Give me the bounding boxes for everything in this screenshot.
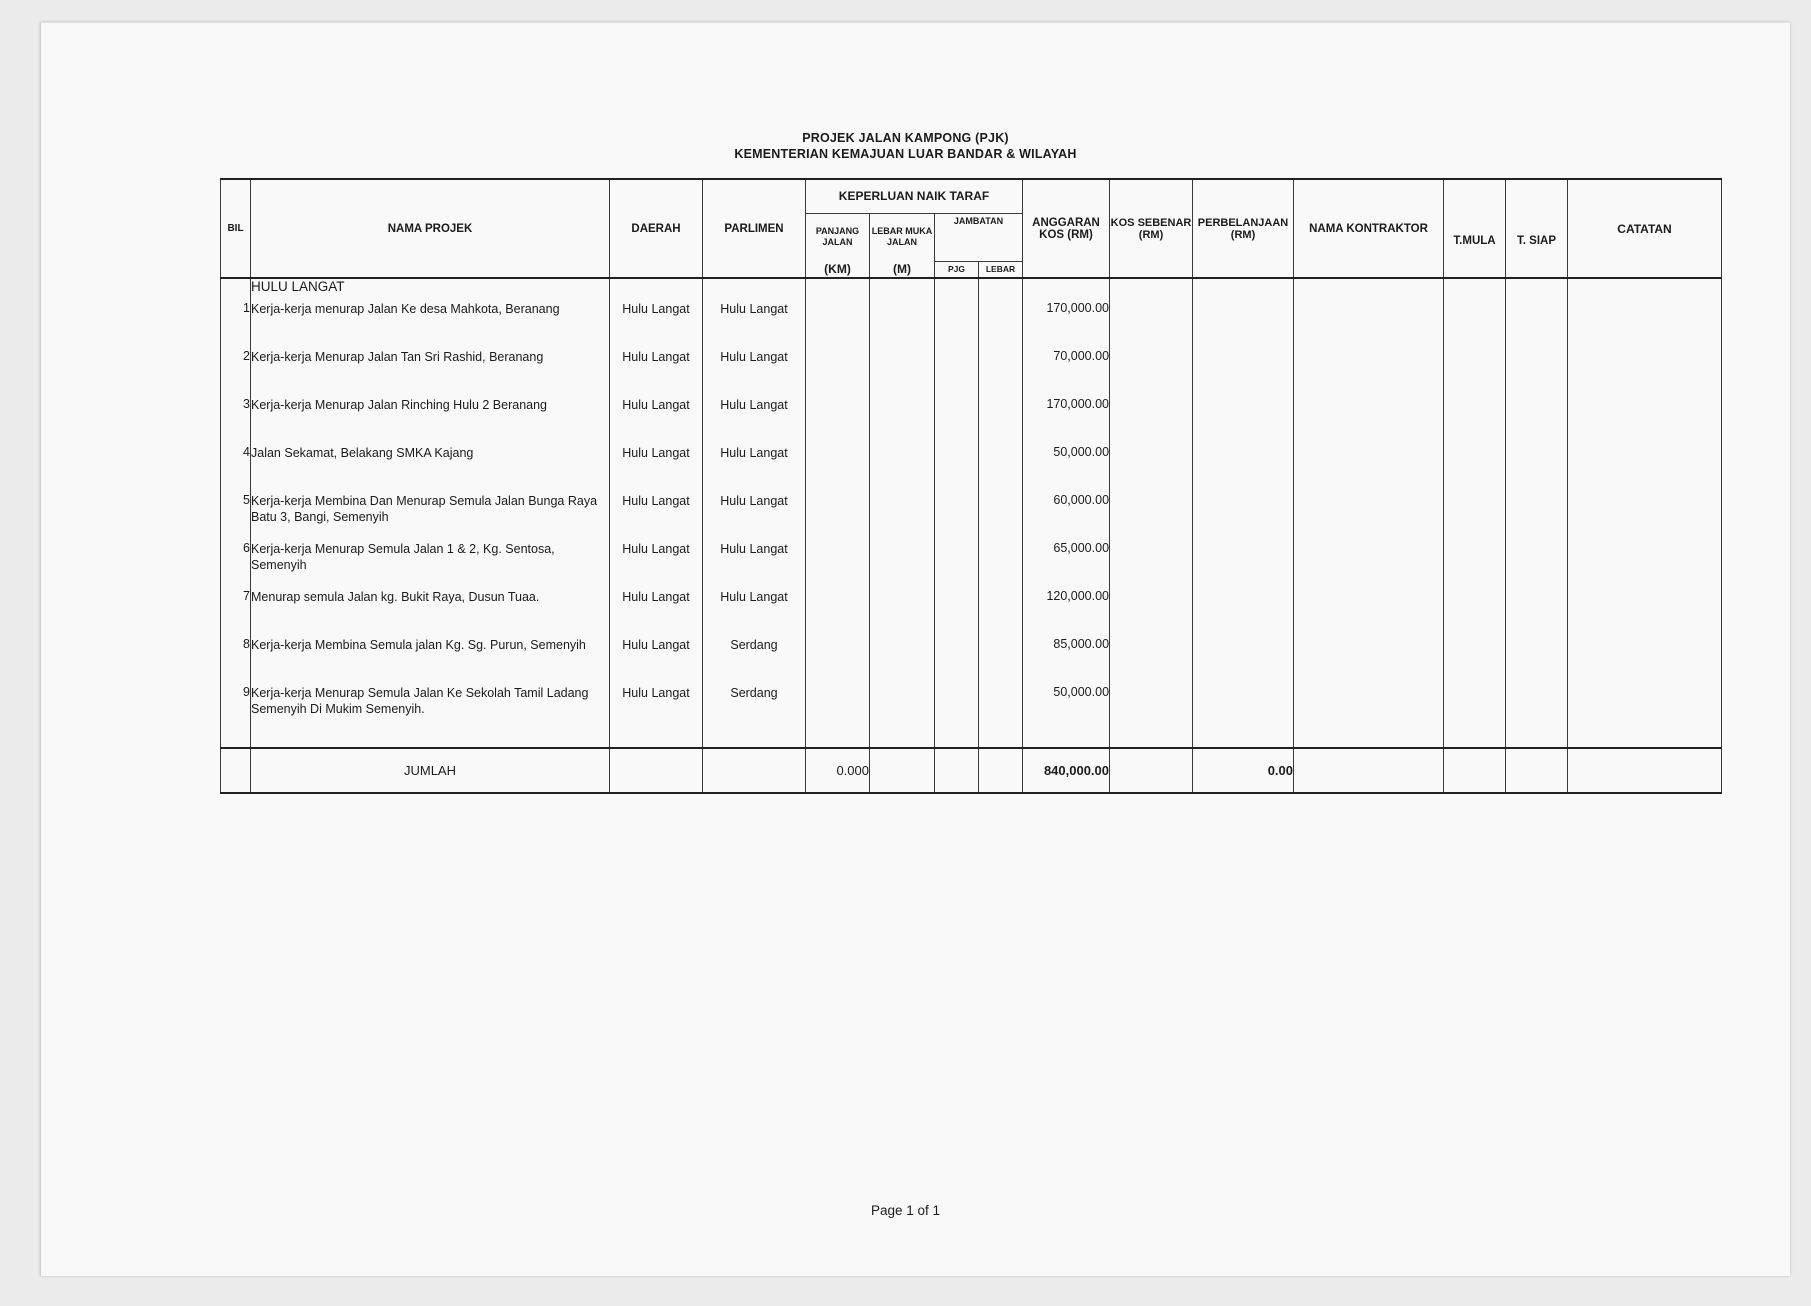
row-bil: 1 bbox=[221, 301, 251, 349]
row-parlimen: Hulu Langat bbox=[703, 301, 806, 349]
header-bil: BIL bbox=[221, 179, 251, 278]
row-daerah: Hulu Langat bbox=[610, 397, 703, 445]
region-label: HULU LANGAT bbox=[251, 278, 610, 301]
row-daerah: Hulu Langat bbox=[610, 301, 703, 349]
header-lebar: LEBAR bbox=[979, 261, 1023, 278]
row-bil: 5 bbox=[221, 493, 251, 541]
row-anggaran: 65,000.00 bbox=[1023, 541, 1110, 589]
header-perbelanjaan: PERBELANJAAN (RM) bbox=[1193, 179, 1294, 278]
row-anggaran: 50,000.00 bbox=[1023, 685, 1110, 733]
header-anggaran: ANGGARAN KOS (RM) bbox=[1023, 179, 1110, 278]
table-row bbox=[221, 349, 1722, 397]
project-table bbox=[220, 178, 1722, 794]
header-pjg: PJG bbox=[935, 261, 979, 278]
row-nama-projek: Kerja-kerja Membina Dan Menurap Semula Jalan Bunga Raya Batu 3, Bangi, Semenyih bbox=[251, 493, 610, 541]
row-parlimen: Hulu Langat bbox=[703, 493, 806, 541]
table-row bbox=[221, 493, 1722, 541]
row-bil: 2 bbox=[221, 349, 251, 397]
row-nama-projek: Kerja-kerja Menurap Jalan Tan Sri Rashid, Beranang bbox=[251, 349, 610, 397]
row-anggaran: 50,000.00 bbox=[1023, 445, 1110, 493]
totals-panjang-jalan: 0.000 bbox=[806, 748, 870, 793]
row-nama-projek: Kerja-kerja Menurap Semula Jalan Ke Sekolah Tamil Ladang Semenyih Di Mukim Semenyih. bbox=[251, 685, 610, 733]
row-daerah: Hulu Langat bbox=[610, 637, 703, 685]
row-anggaran: 60,000.00 bbox=[1023, 493, 1110, 541]
header-panjang-jalan: PANJANG JALAN bbox=[806, 213, 870, 261]
row-bil: 8 bbox=[221, 637, 251, 685]
row-parlimen: Hulu Langat bbox=[703, 445, 806, 493]
table-row bbox=[221, 541, 1722, 589]
row-nama-projek: Kerja-kerja Membina Semula jalan Kg. Sg. Purun, Semenyih bbox=[251, 637, 610, 685]
page-number: Page 1 of 1 bbox=[870, 1203, 941, 1218]
table-row bbox=[221, 445, 1722, 493]
row-daerah: Hulu Langat bbox=[610, 493, 703, 541]
document-subtitle: KEMENTERIAN KEMAJUAN LUAR BANDAR & WILAYAH bbox=[734, 147, 1077, 161]
totals-label: JUMLAH bbox=[251, 748, 610, 793]
row-parlimen: Hulu Langat bbox=[703, 397, 806, 445]
row-parlimen: Hulu Langat bbox=[703, 541, 806, 589]
table-row bbox=[221, 637, 1722, 685]
header-nama-projek: NAMA PROJEK bbox=[251, 179, 610, 278]
row-bil: 4 bbox=[221, 445, 251, 493]
header-parlimen: PARLIMEN bbox=[703, 179, 806, 278]
row-parlimen: Serdang bbox=[703, 637, 806, 685]
row-anggaran: 170,000.00 bbox=[1023, 301, 1110, 349]
table-row bbox=[221, 685, 1722, 733]
document-title: PROJEK JALAN KAMPONG (PJK) bbox=[802, 131, 1009, 145]
totals-row bbox=[221, 748, 1722, 793]
header-kos-sebenar: KOS SEBENAR (RM) bbox=[1110, 179, 1193, 278]
row-anggaran: 120,000.00 bbox=[1023, 589, 1110, 637]
row-anggaran: 170,000.00 bbox=[1023, 397, 1110, 445]
row-anggaran: 70,000.00 bbox=[1023, 349, 1110, 397]
totals-perbelanjaan: 0.00 bbox=[1193, 748, 1294, 793]
row-nama-projek: Kerja-kerja Menurap Semula Jalan 1 & 2, Kg. Sentosa, Semenyih bbox=[251, 541, 610, 589]
row-daerah: Hulu Langat bbox=[610, 541, 703, 589]
row-nama-projek: Kerja-kerja Menurap Jalan Rinching Hulu 2 Beranang bbox=[251, 397, 610, 445]
region-row bbox=[221, 278, 1722, 301]
row-parlimen: Hulu Langat bbox=[703, 349, 806, 397]
row-bil: 9 bbox=[221, 685, 251, 733]
row-daerah: Hulu Langat bbox=[610, 445, 703, 493]
header-daerah: DAERAH bbox=[610, 179, 703, 278]
header-unit-km: (KM) bbox=[806, 261, 870, 278]
row-daerah: Hulu Langat bbox=[610, 349, 703, 397]
header-jambatan: JAMBATAN bbox=[935, 213, 1023, 261]
row-bil: 7 bbox=[221, 589, 251, 637]
row-parlimen: Serdang bbox=[703, 685, 806, 733]
table-row bbox=[221, 301, 1722, 349]
row-daerah: Hulu Langat bbox=[610, 589, 703, 637]
table-row bbox=[221, 397, 1722, 445]
header-t-siap: T. SIAP bbox=[1506, 179, 1568, 278]
row-bil: 3 bbox=[221, 397, 251, 445]
table-row bbox=[221, 589, 1722, 637]
totals-anggaran: 840,000.00 bbox=[1023, 748, 1110, 793]
header-keperluan: KEPERLUAN NAIK TARAF bbox=[806, 179, 1023, 213]
header-lebar-muka-jalan: LEBAR MUKA JALAN bbox=[870, 213, 935, 261]
row-nama-projek: Jalan Sekamat, Belakang SMKA Kajang bbox=[251, 445, 610, 493]
row-daerah: Hulu Langat bbox=[610, 685, 703, 733]
row-nama-projek: Menurap semula Jalan kg. Bukit Raya, Dusun Tuaa. bbox=[251, 589, 610, 637]
header-catatan: CATATAN bbox=[1568, 179, 1722, 278]
header-nama-kontraktor: NAMA KONTRAKTOR bbox=[1294, 179, 1444, 278]
header-t-mula: T.MULA bbox=[1444, 179, 1506, 278]
row-nama-projek: Kerja-kerja menurap Jalan Ke desa Mahkota, Beranang bbox=[251, 301, 610, 349]
row-anggaran: 85,000.00 bbox=[1023, 637, 1110, 685]
spacer-row bbox=[221, 733, 1722, 748]
row-bil: 6 bbox=[221, 541, 251, 589]
row-parlimen: Hulu Langat bbox=[703, 589, 806, 637]
header-unit-m: (M) bbox=[870, 261, 935, 278]
